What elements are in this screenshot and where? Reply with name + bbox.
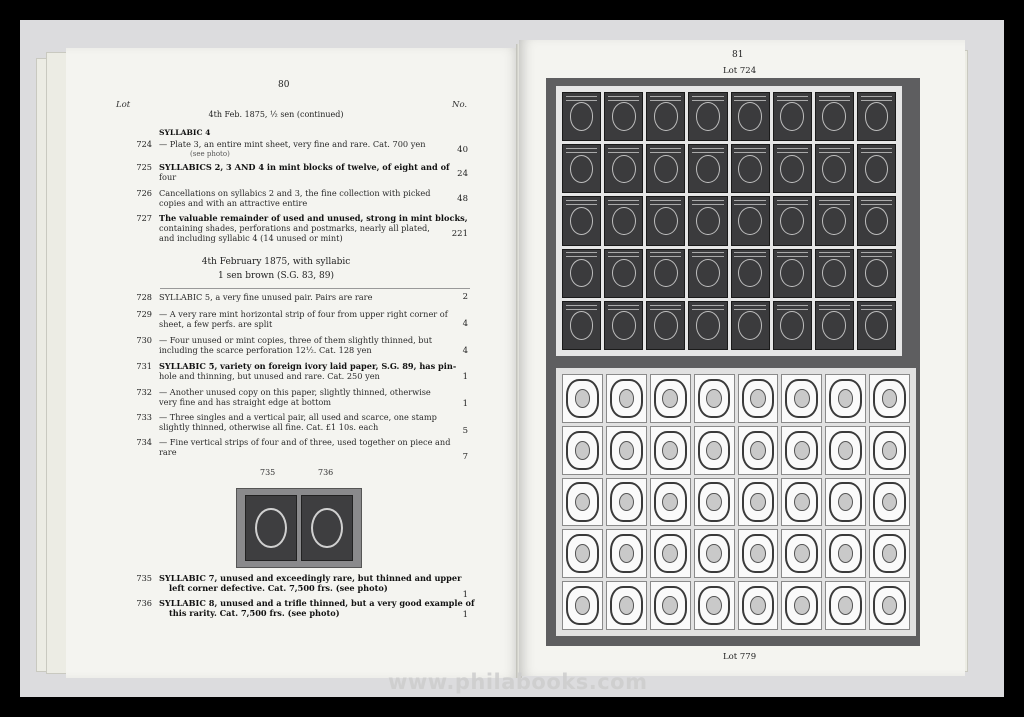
stamp	[857, 144, 896, 193]
stamp-sheet-lot-779	[556, 368, 916, 636]
stamp	[694, 478, 735, 527]
stamp	[606, 426, 647, 475]
stamp	[688, 301, 727, 350]
stamp	[731, 301, 770, 350]
stamp	[606, 529, 647, 578]
stamp	[773, 196, 812, 245]
stamp	[781, 581, 822, 630]
stamp	[869, 426, 910, 475]
stamp	[738, 374, 779, 423]
stamp	[604, 144, 643, 193]
photo-caption-top: Lot 724	[723, 66, 757, 76]
stamp	[825, 581, 866, 630]
watermark: www.philabooks.com	[388, 670, 648, 694]
stamp	[773, 301, 812, 350]
section-heading: 4th February 1875, with syllabic	[201, 257, 351, 267]
stamp	[869, 581, 910, 630]
stamp	[825, 374, 866, 423]
stamp	[562, 426, 603, 475]
section-label: SYLLABIC 4	[159, 128, 211, 137]
stamp	[562, 301, 601, 350]
stamp	[694, 374, 735, 423]
stamp	[738, 478, 779, 527]
stamp	[731, 196, 770, 245]
stamp	[815, 92, 854, 141]
stamp	[646, 144, 685, 193]
stamp	[650, 374, 691, 423]
right-page	[519, 40, 965, 676]
stamp	[781, 529, 822, 578]
stamp	[825, 426, 866, 475]
divider	[160, 288, 470, 289]
stamp	[604, 92, 643, 141]
stamp	[688, 144, 727, 193]
stamp-sheet-photo	[546, 78, 920, 646]
stamp	[857, 301, 896, 350]
stamp	[781, 374, 822, 423]
stamp	[825, 529, 866, 578]
stamp	[562, 144, 601, 193]
stamp	[606, 478, 647, 527]
section-subheading: 1 sen brown (S.G. 83, 89)	[218, 271, 334, 281]
stamp	[562, 196, 601, 245]
stamp-image-736	[301, 495, 353, 561]
stamp	[562, 374, 603, 423]
stamp	[694, 581, 735, 630]
page-number-left: 80	[278, 80, 290, 90]
stamp	[562, 529, 603, 578]
stamp	[604, 249, 643, 298]
stamp	[815, 144, 854, 193]
running-head: 4th Feb. 1875, ½ sen (continued)	[208, 110, 344, 119]
stamp-sheet-lot-724	[556, 86, 902, 356]
stamp	[694, 529, 735, 578]
stamp	[650, 426, 691, 475]
photo-label-736: 736	[318, 468, 334, 477]
stamp	[562, 249, 601, 298]
stamp	[562, 581, 603, 630]
stamp	[731, 249, 770, 298]
stamp	[604, 301, 643, 350]
photo-caption-bottom: Lot 779	[723, 652, 757, 662]
stamp	[773, 144, 812, 193]
stamp	[604, 196, 643, 245]
stamp	[606, 581, 647, 630]
column-header-lot: Lot	[116, 100, 131, 110]
stamp	[857, 92, 896, 141]
stamp	[738, 581, 779, 630]
stamp	[731, 144, 770, 193]
stamp	[646, 92, 685, 141]
stamp	[646, 249, 685, 298]
stamp	[857, 249, 896, 298]
stamp	[731, 92, 770, 141]
stamp	[646, 301, 685, 350]
left-page: 80 Lot No. 4th Feb. 1875, ½ sen (continued) SYLLABIC 4 724 — Plate 3, an entire mint sheet, very fine and rare. Cat. 700 yen (see photo) 40 725 SYLLABICS 2, 3 AND 4 in mint blocks of twelve, of eight and of four 24 726 Cancellations on syllabics 2 and 3, the fine collection with picked copies and with an attractive entire 48 727 The valuable remainder of used and unused, strong in mint blocks, containing shades, perforations and postmarks, nearly all plated, and including syllabic 4 (14 unused or mint) 221 4th February 1875, with syllabic 1 sen brown (S.G. 83, 89) 728 SYLLABIC 5, a very fine unused pair. Pairs are rare 2 729 — A very rare mint horizontal strip of four from upper right corner of sheet, a few perfs. are split 4 730 — Four unused or mint copies, three of them slightly thinned, but including the scarce perforation 12½. Cat. 128 yen 4 731 SYLLABIC 5, variety on foreign ivory laid paper, S.G. 89, has pin- hole and thinning, but unused and rare. Cat. 250 yen 1 732 — Another unused copy on this paper, slightly thinned, otherwise very fine and has straight edge at bottom 1 733 — Three singles and a vertical pair, all used and scarce, one stamp slightly thinned, otherwise all fine. Cat. £1 10s. each 5 734 — Fine vertical strips of four and of three, used together on piece and rare 7 735 736 735 SYLLABIC 7, unused and exceedingly rare, but thinned and upper left corner defective. Cat. 7,500 frs. (see photo) 1 736 SYLLABIC 8, unused and a trifle thinned, but a very good example of this rarity. Cat. 7,500 frs. (see photo) 1	[66, 48, 520, 678]
page-number-right: 81	[732, 50, 744, 60]
stamp	[815, 196, 854, 245]
stamp	[825, 478, 866, 527]
stamp-photo	[236, 488, 362, 568]
stamp	[815, 301, 854, 350]
stamp	[869, 374, 910, 423]
stamp	[869, 529, 910, 578]
stamp	[562, 478, 603, 527]
stamp	[694, 426, 735, 475]
stamp	[869, 478, 910, 527]
stamp	[562, 92, 601, 141]
stamp	[646, 196, 685, 245]
stamp-image-735	[245, 495, 297, 561]
stamp	[781, 478, 822, 527]
stamp	[738, 426, 779, 475]
stamp	[738, 529, 779, 578]
stamp	[650, 478, 691, 527]
stamp	[773, 92, 812, 141]
stamp	[773, 249, 812, 298]
stamp	[606, 374, 647, 423]
stamp	[650, 581, 691, 630]
photo-label-735: 735	[260, 468, 276, 477]
stamp	[815, 249, 854, 298]
stamp	[688, 249, 727, 298]
stamp	[688, 92, 727, 141]
stamp	[857, 196, 896, 245]
column-header-no: No.	[452, 100, 468, 110]
stamp	[688, 196, 727, 245]
stamp	[781, 426, 822, 475]
stamp	[650, 529, 691, 578]
